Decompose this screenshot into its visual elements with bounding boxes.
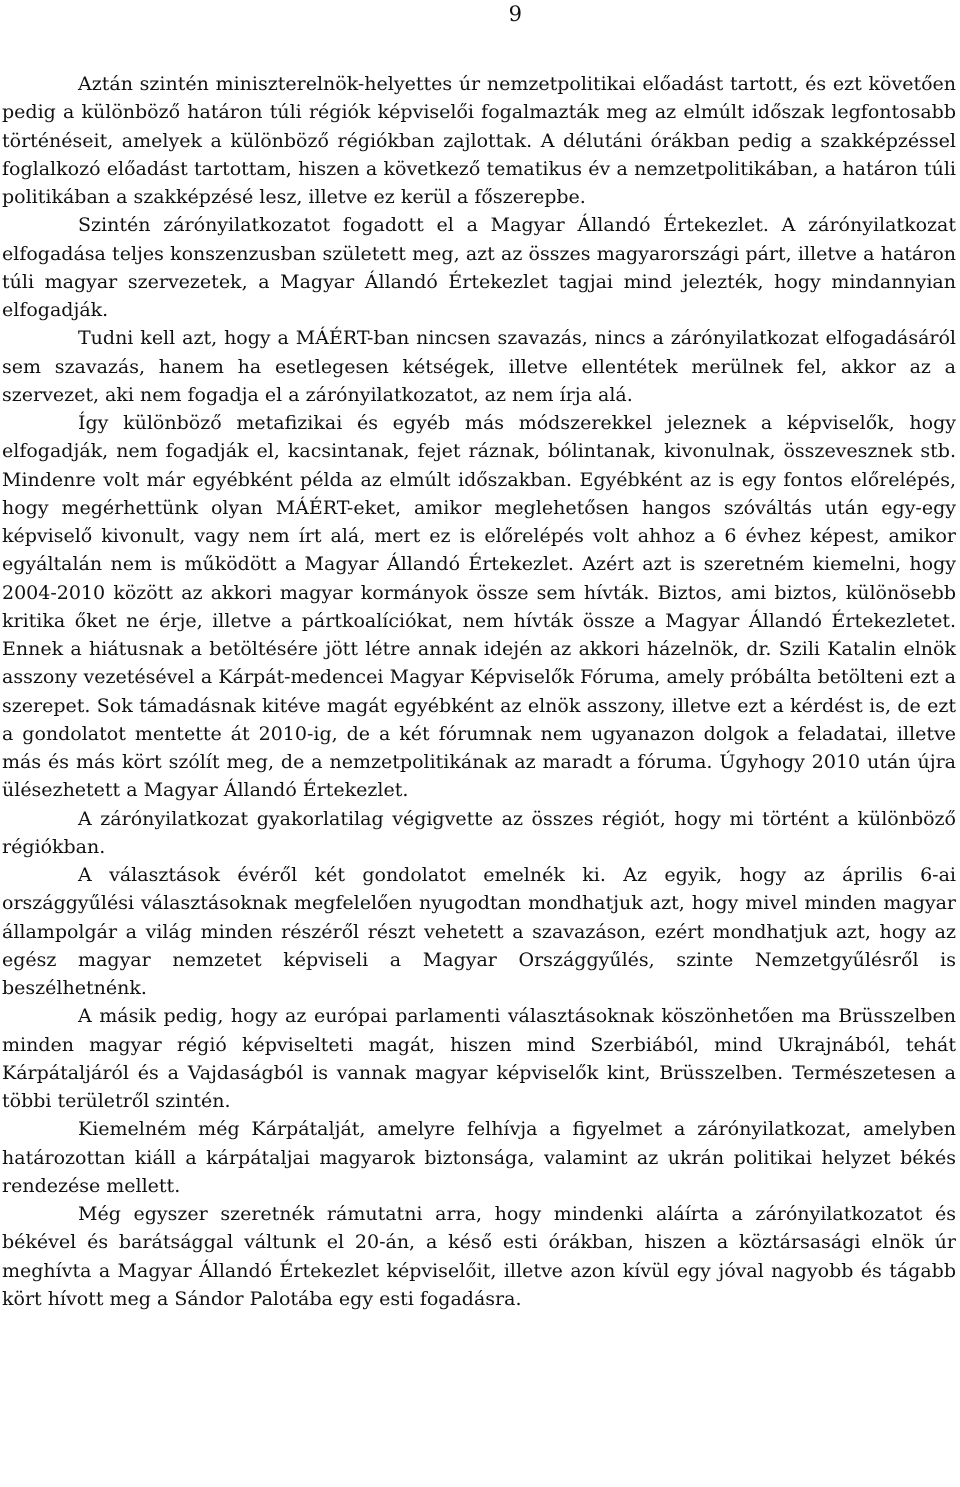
paragraph: Szintén zárónyilatkozatot fogadott el a Magyar Állandó Értekezlet. A zárónyilatkozat elfogadása teljes konszenzusban született meg, azt az összes magyarországi párt, illetve a határon túli magyar szervezetek, a Magyar Állandó Értekezlet tagjai mind jelezték, hogy mindannyian elfogadják.: [2, 214, 956, 321]
paragraph: Még egyszer szeretnék rámutatni arra, hogy mindenki aláírta a zárónyilatkozatot és békével és barátsággal váltunk el 20-án, a késő esti órákban, hiszen a köztársasági elnök úr meghívta a Magyar Állandó Értekezlet képviselőit, illetve azon kívül egy jóval nagyobb és tágabb kört hívott meg a Sándor Palotába egy esti fogadásra.: [2, 1203, 956, 1310]
paragraph: Tudni kell azt, hogy a MÁÉRT-ban nincsen szavazás, nincs a zárónyilatkozat elfogadásáról sem szavazás, hanem ha esetlegesen kétségek, illetve ellentétek merülnek fel, akkor az a szervezet, aki nem fogadja el a zárónyilatkozatot, az nem írja alá.: [2, 327, 956, 406]
paragraph: A választások évéről két gondolatot emelnék ki. Az egyik, hogy az április 6-ai országgyűlési választásoknak megfelelően nyugodtan mondhatjuk azt, hogy mivel minden magyar állampolgár a világ minden részéről részt vehetett a szavazáson, ezért mondhatjuk azt, hogy az egész magyar nemzetet képviseli a Magyar Országgyűlés, szinte Nemzetgyűlésről is beszélhetnénk.: [2, 864, 956, 999]
page-number: 9: [508, 2, 522, 26]
document-body: [2, 70, 956, 1313]
paragraph: A zárónyilatkozat gyakorlatilag végigvette az összes régiót, hogy mi történt a különböző régiókban.: [2, 807, 956, 858]
paragraph: Aztán szintén miniszterelnök-helyettes úr nemzetpolitikai előadást tartott, és ezt követően pedig a különböző határon túli régiók képviselői fogalmazták meg az elmúlt időszak legfontosabb történéseit, amelyek a különböző régiókban zajlottak. A délutáni órákban pedig a szakképzéssel foglalkozó előadást tartottam, hiszen a következő tematikus év a nemzetpolitikában, a határon túli politikában a szakképzésé lesz, illetve ez kerül a főszerepbe.: [2, 73, 956, 208]
paragraph: A másik pedig, hogy az európai parlamenti választásoknak köszönhetően ma Brüsszelben minden magyar régió képviselteti magát, hiszen mind Szerbiából, mind Ukrajnából, tehát Kárpátaljáról és a Vajdaságból is vannak magyar képviselők kint, Brüsszelben. Természetesen a többi területről szintén.: [2, 1005, 956, 1112]
paragraph: Kiemelném még Kárpátalját, amelyre felhívja a figyelmet a zárónyilatkozat, amelyben határozottan kiáll a kárpátaljai magyarok biztonsága, valamint az ukrán politikai helyzet békés rendezése mellett.: [2, 1118, 956, 1197]
paragraph: Így különböző metafizikai és egyéb más módszerekkel jeleznek a képviselők, hogy elfogadják, nem fogadják el, kacsintanak, fejet ráznak, bólintanak, kivonulnak, összevesznek stb. Mindenre volt már egyébként példa az elmúlt időszakban. Egyébként az is egy fontos előrelépés, hogy megérhettünk olyan MÁÉRT-eket, amikor meglehetősen hangos szóváltás után egy-egy képviselő kivonult, vagy nem írt alá, mert ez is előrelépés volt ahhoz a 6 évhez képest, amikor egyáltalán nem is működött a Magyar Állandó Értekezlet. Azért azt is szeretném kiemelni, hogy 2004-2010 között az akkori magyar kormányok össze sem hívták. Biztos, ami biztos, különösebb kritika őket ne érje, illetve a pártkoalíciókat, nem hívták össze a Magyar Állandó Értekezletet. Ennek a hiátusnak a betöltésére jött létre annak idején az akkori házelnök, dr. Szili Katalin elnök asszony vezetésével a Kárpát-medencei Magyar Képviselők Fóruma, amely próbálta betölteni ezt a szerepet. Sok támadásnak kitéve magát egyébként az elnök asszony, illetve ezt a kérdést is, de ezt a gondolatot mentette át 2010-ig, de a két fórumnak nem ugyanazon dolgok a feladatai, illetve más és más kört szólít meg, de a nemzetpolitikának az maradt a fóruma. Úgyhogy 2010 után újra ülésezhetett a Magyar Állandó Értekezlet.: [2, 412, 956, 802]
